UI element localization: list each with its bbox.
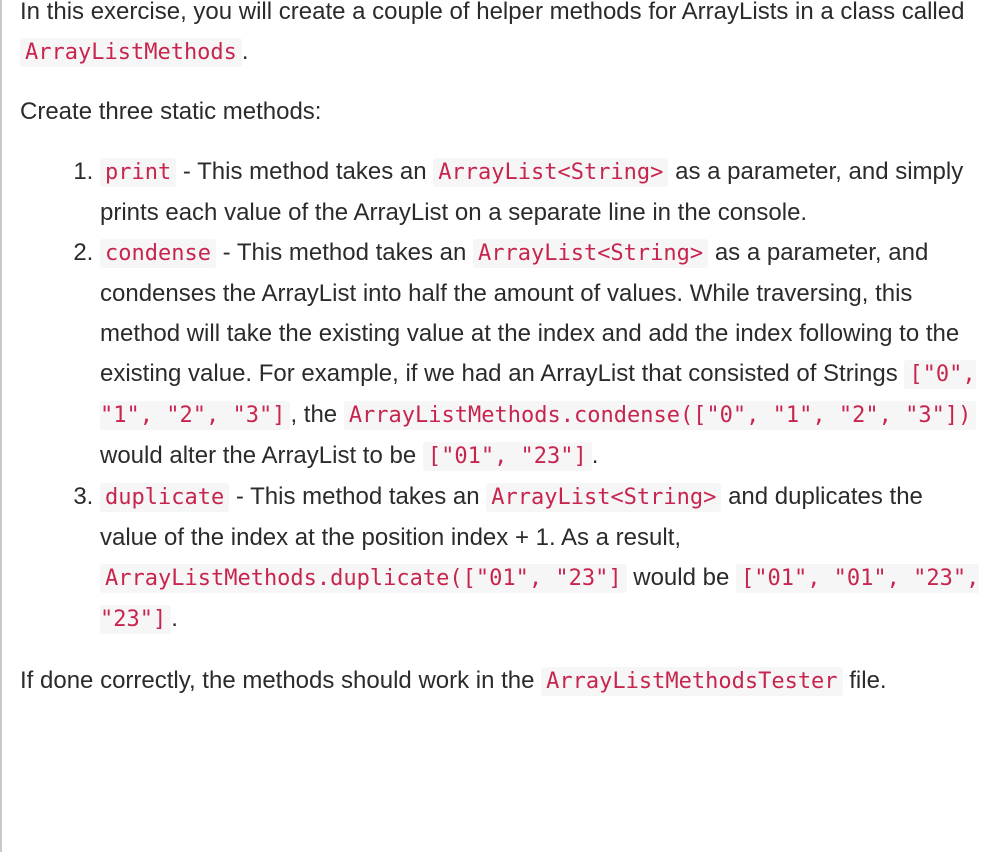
condense-param-code: ArrayList<String> bbox=[473, 239, 708, 268]
condense-desc-5: . bbox=[591, 442, 599, 469]
print-desc-1: - This method takes an bbox=[176, 158, 434, 185]
print-method-code: print bbox=[100, 158, 176, 187]
method-item-print bbox=[100, 152, 986, 233]
condense-desc-1: - This method takes an bbox=[215, 239, 473, 266]
condense-method-code: condense bbox=[100, 239, 216, 268]
duplicate-method-code: duplicate bbox=[100, 483, 229, 512]
intro-paragraph bbox=[20, 0, 986, 73]
tester-file-code: ArrayListMethodsTester bbox=[541, 667, 842, 696]
done-text: If done correctly, the methods should work in the bbox=[20, 667, 542, 694]
duplicate-desc-1: - This method takes an bbox=[229, 483, 487, 510]
create-methods-heading: Create three static methods: bbox=[20, 98, 322, 125]
duplicate-desc-4: . bbox=[171, 605, 178, 632]
condense-example-input-code: ["0", "1", "2", "3"] bbox=[100, 362, 976, 428]
print-desc-2: as a parameter, and simply prints each value of the ArrayList on a separate line in the console. bbox=[100, 158, 964, 226]
method-item-condense bbox=[100, 233, 986, 477]
duplicate-desc-3: would be bbox=[626, 564, 736, 591]
intro-text: In this exercise, you will create a couple of helper methods for ArrayLists in a class called bbox=[20, 0, 965, 25]
condense-result-code: ["01", "23"] bbox=[423, 442, 592, 471]
duplicate-param-code: ArrayList<String> bbox=[486, 483, 721, 512]
done-paragraph bbox=[20, 661, 986, 702]
duplicate-result-code: ["01", "01", "23", "23"] bbox=[100, 566, 980, 632]
duplicate-call-code: ArrayListMethods.duplicate(["01", "23"] bbox=[100, 564, 627, 593]
intro-period: . bbox=[241, 38, 249, 65]
done-text-end: file. bbox=[842, 667, 887, 694]
duplicate-desc-2: and duplicates the value of the index at the position index + 1. As a result, bbox=[100, 483, 923, 551]
condense-desc-3: , the bbox=[290, 401, 344, 428]
condense-desc-2: as a parameter, and condenses the ArrayList into half the amount of values. While traversing, this method will take the existing value at the index and add the index following to the existing value. For example, if we had an ArrayList that consisted of Strings bbox=[100, 239, 960, 387]
print-param-code: ArrayList<String> bbox=[433, 158, 668, 187]
condense-call-code: ArrayListMethods.condense(["0", "1", "2", "3"]) bbox=[344, 401, 977, 430]
methods-list bbox=[20, 152, 986, 640]
class-name-code: ArrayListMethods bbox=[20, 38, 242, 67]
method-item-duplicate bbox=[100, 477, 986, 640]
condense-desc-4: would alter the ArrayList to be bbox=[100, 442, 423, 469]
